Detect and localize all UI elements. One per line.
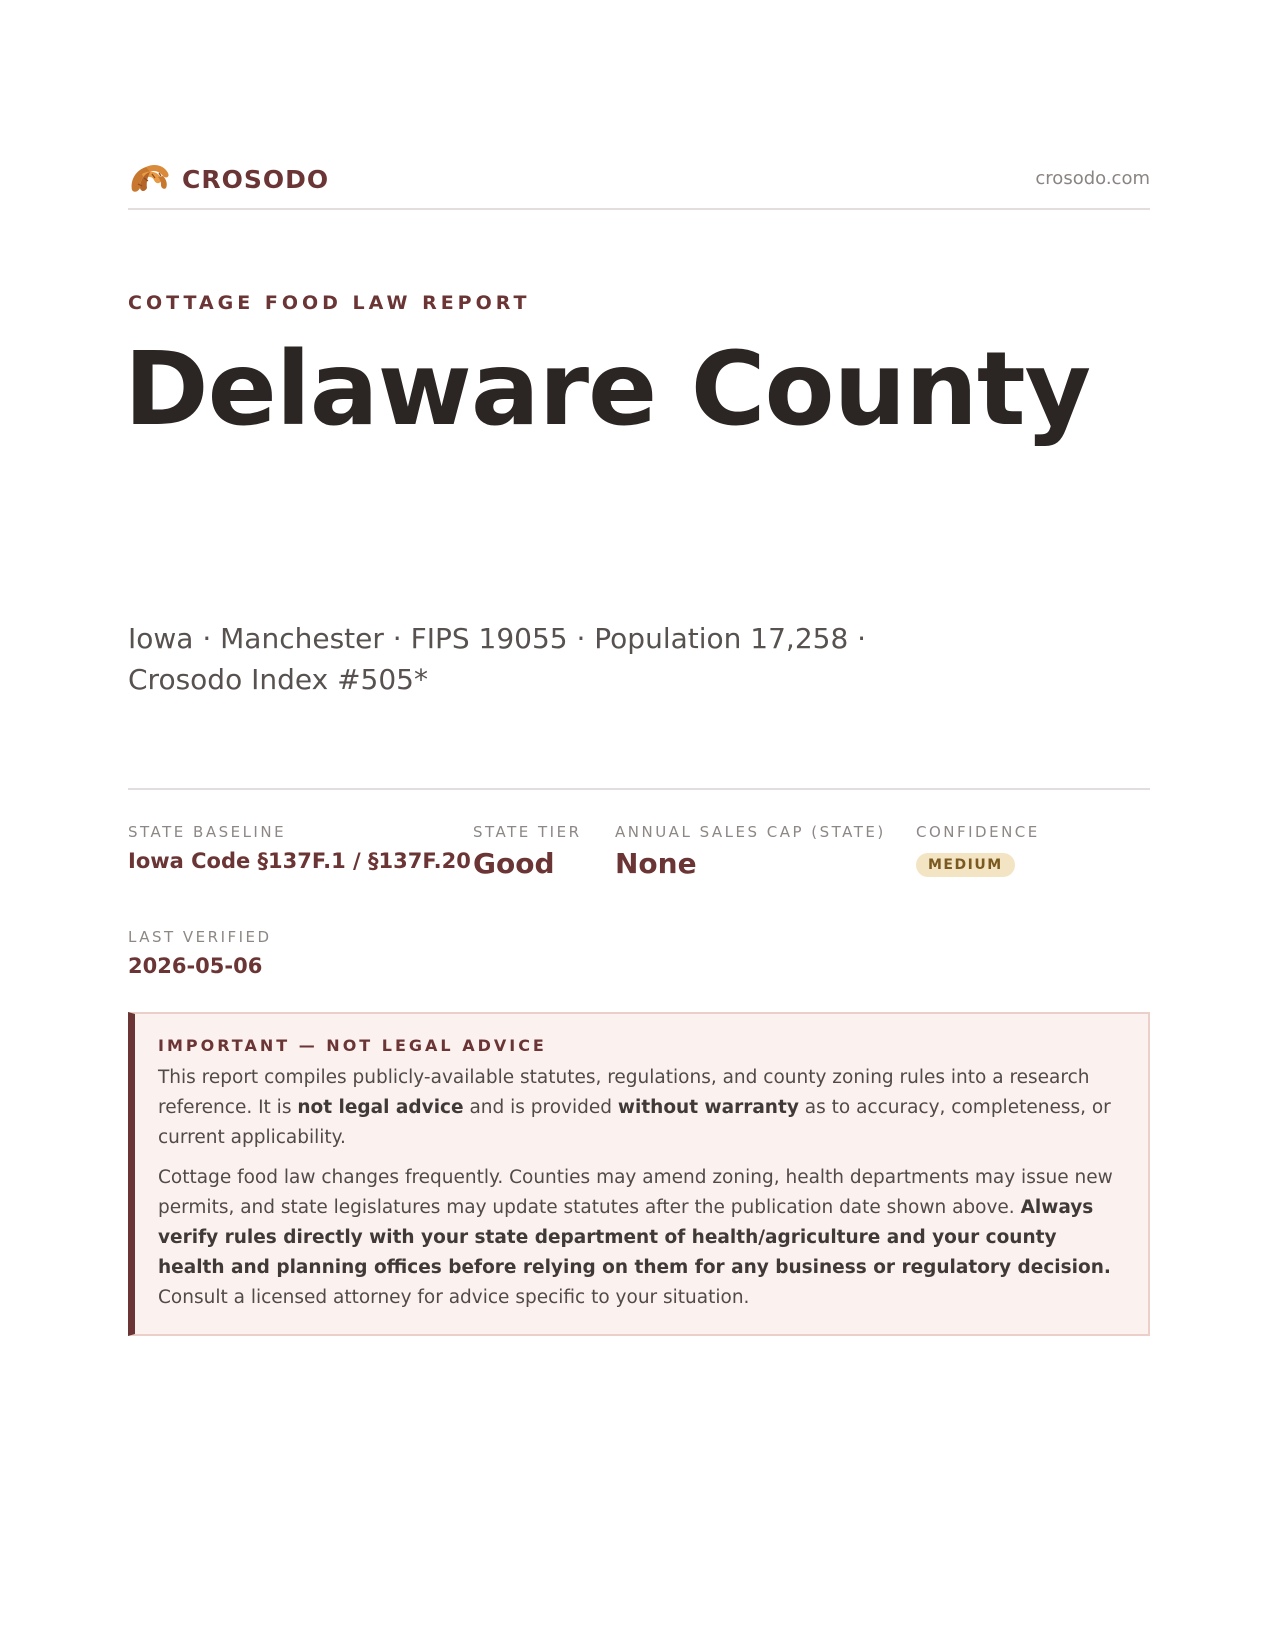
fact-state-tier: [473, 823, 582, 880]
disclaimer-text: Consult a licensed attorney for advice specific to your situation.: [158, 1287, 750, 1308]
report-type-label: COTTAGE FOOD LAW REPORT: [128, 292, 531, 314]
disclaimer-heading: IMPORTANT — NOT LEGAL ADVICE: [158, 1036, 547, 1055]
disclaimer-emphasis: not legal advice: [297, 1097, 464, 1118]
fact-label: LAST VERIFIED: [128, 928, 272, 946]
disclaimer-emphasis: without warranty: [617, 1097, 799, 1118]
fact-label: CONFIDENCE: [916, 823, 1040, 841]
fact-value: Iowa Code §137F.1 / §137F.20: [128, 849, 471, 873]
fact-value: 2026-05-06: [128, 954, 263, 978]
croissant-icon: [128, 160, 170, 198]
confidence-badge: MEDIUM: [916, 853, 1015, 877]
fact-label: STATE BASELINE: [128, 823, 287, 841]
disclaimer-text: as to accuracy, completeness, or current applicability.: [158, 1097, 1111, 1148]
fact-label: STATE TIER: [473, 823, 582, 841]
fact-value: Good: [473, 847, 555, 880]
site-url-link[interactable]: crosodo.com: [1035, 168, 1150, 189]
disclaimer-text: This report compiles publicly-available statutes, regulations, and county zoning rules into a research reference. It is: [158, 1067, 1090, 1118]
county-subtitle: Iowa · Manchester · FIPS 19055 · Population 17,258 · Crosodo Index #505*: [128, 622, 867, 696]
disclaimer-text: and is provided: [463, 1097, 618, 1118]
disclaimer-emphasis: Always verify rules directly with your state department of health/agriculture and your county health and planning offices before relying on them for any business or regulatory decision.: [158, 1197, 1111, 1278]
fact-value: None: [615, 847, 697, 880]
brand-name: CROSODO: [182, 164, 330, 194]
fact-last-verified: [128, 928, 272, 978]
fact-confidence: [916, 823, 1040, 877]
fact-label: ANNUAL SALES CAP (STATE): [615, 823, 886, 841]
disclaimer-paragraph: [158, 1063, 1124, 1153]
fact-state-baseline: [128, 823, 471, 873]
disclaimer-text: Cottage food law changes frequently. Counties may amend zoning, health departments may issue new permits, and state legislatures may update statutes after the publication date shown above.: [158, 1167, 1113, 1218]
facts-divider: [128, 788, 1150, 790]
legal-disclaimer: [128, 1012, 1150, 1336]
page-title: Delaware County: [124, 330, 1091, 449]
page-header: [128, 150, 1150, 210]
disclaimer-paragraph: [158, 1163, 1124, 1313]
brand[interactable]: [128, 160, 329, 198]
fact-sales-cap: [615, 823, 886, 880]
